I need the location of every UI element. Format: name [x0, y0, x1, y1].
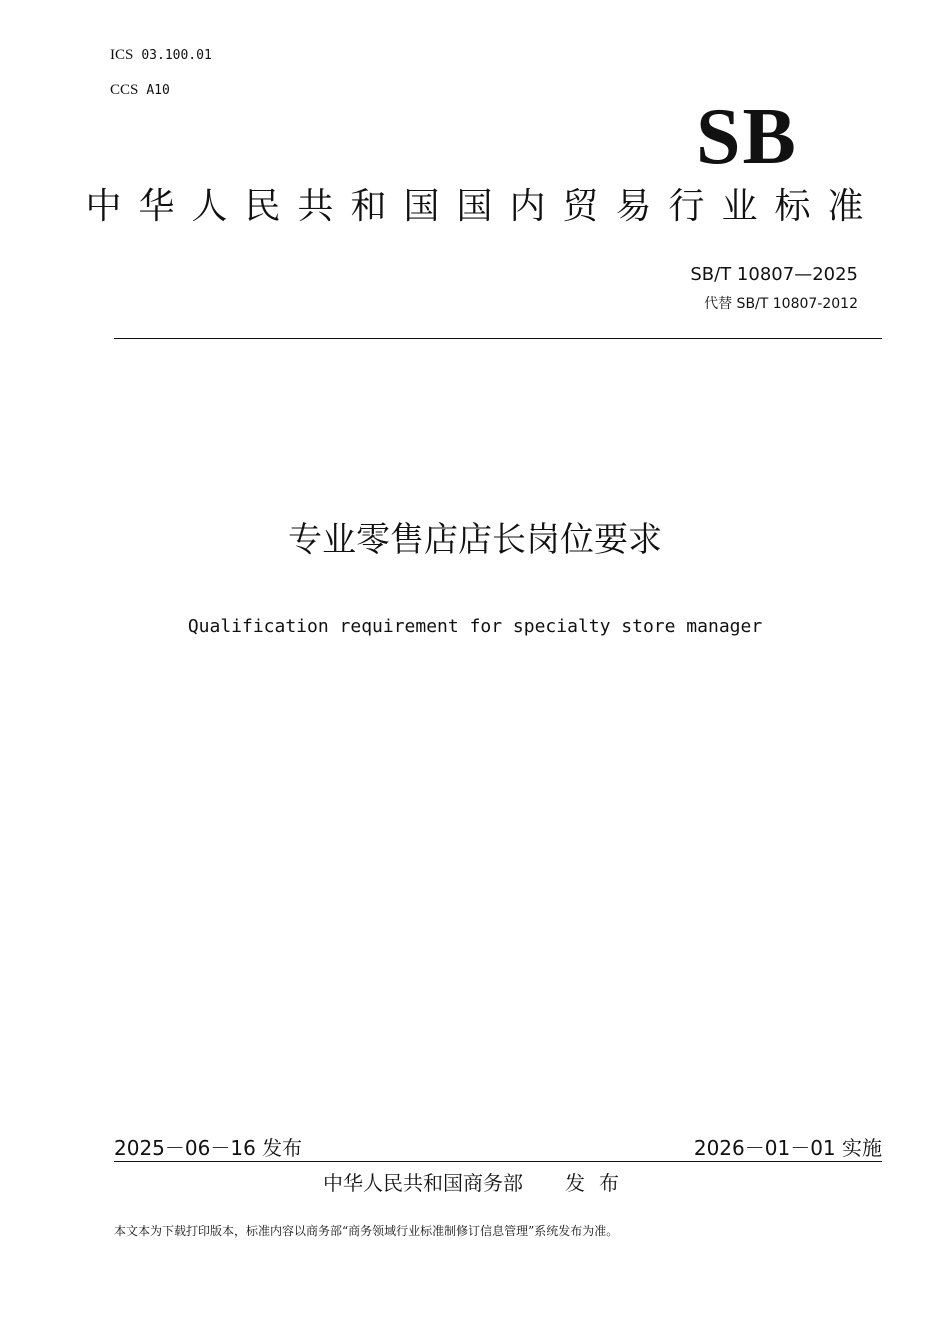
standard-number: SB/T 10807—2025 — [690, 264, 858, 285]
footer-divider — [114, 1161, 882, 1162]
ccs-value: A10 — [146, 83, 170, 98]
ics-label: ICS — [110, 47, 134, 63]
document-title-en: Qualification requirement for specialty store manager — [187, 616, 763, 637]
ics-line — [110, 47, 212, 64]
ccs-line — [110, 82, 170, 99]
sb-logo: SB — [696, 93, 798, 181]
issue-date: 2025－06－16 发布 — [114, 1136, 303, 1160]
implementation-date: 2026－01－01 实施 — [693, 1136, 882, 1160]
ccs-label: CCS — [110, 82, 139, 98]
download-note: 本文本为下载打印版本，标准内容以商务部“商务领域行业标准制修订信息管理”系统发布为准。 — [114, 1224, 619, 1238]
replaces-standard: 代替 SB/T 10807-2012 — [704, 296, 858, 312]
document-title-cn: 专业零售店店长岗位要求 — [288, 520, 662, 560]
standard-category-title: 中华人民共和国国内贸易行业标准 — [85, 186, 881, 227]
header-divider — [114, 338, 882, 339]
issuer-name: 中华人民共和国商务部 — [323, 1171, 523, 1195]
issue-word: 发布 — [565, 1171, 633, 1195]
issuer-line — [323, 1167, 633, 1196]
ics-value: 03.100.01 — [141, 48, 212, 63]
